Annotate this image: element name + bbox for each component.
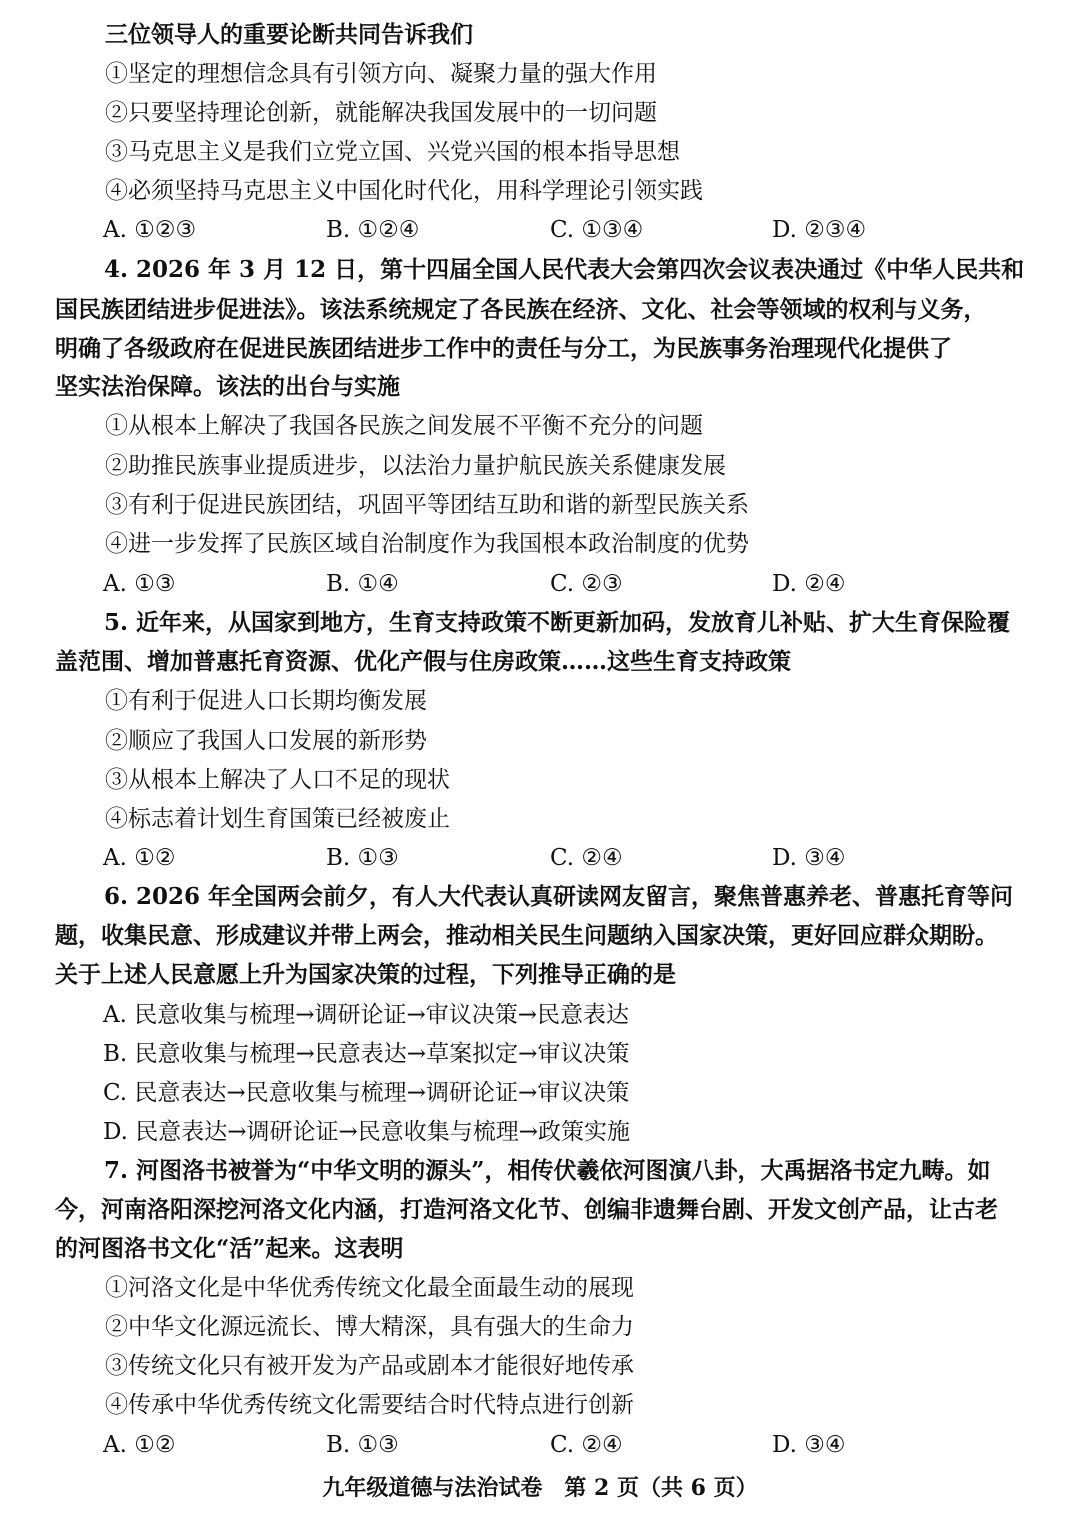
q4-stem-line-3: 明确了各级政府在促进民族团结进步工作中的责任与分工，为民族事务治理现代化提供了: [55, 335, 952, 362]
q6-option-c: C. 民意表达→民意收集与梳理→调研论证→审议决策: [103, 1080, 630, 1106]
q3-item-3: ③马克思主义是我们立党立国、兴党兴国的根本指导思想: [105, 139, 680, 165]
q4-option-a: A. ①③: [103, 571, 176, 597]
q7-option-d: D. ③④: [772, 1432, 846, 1458]
q4-item-4: ④进一步发挥了民族区域自治制度作为我国根本政治制度的优势: [105, 531, 749, 557]
q5-stem-line-1: 5. 近年来，从国家到地方，生育支持政策不断更新加码，发放育儿补贴、扩大生育保险覆: [104, 609, 1011, 636]
q3-item-1: ①坚定的理想信念具有引领方向、凝聚力量的强大作用: [105, 61, 657, 87]
q7-stem-line-2: 今，河南洛阳深挖河洛文化内涵，打造河洛文化节、创编非遗舞台剧、开发文创产品，让古老: [55, 1196, 998, 1223]
q3-option-c: C. ①③④: [550, 217, 644, 243]
q3-stem-end: 三位领导人的重要论断共同告诉我们: [105, 21, 473, 48]
q7-option-c: C. ②④: [550, 1432, 623, 1458]
q5-option-c: C. ②④: [550, 845, 623, 871]
q3-item-4: ④必须坚持马克思主义中国化时代化，用科学理论引领实践: [105, 178, 703, 204]
q4-stem-line-2: 国民族团结进步促进法》。该法系统规定了各民族在经济、文化、社会等领域的权利与义务，: [55, 296, 987, 323]
q6-option-b: B. 民意收集与梳理→民意表达→草案拟定→审议决策: [103, 1041, 630, 1067]
q4-item-1: ①从根本上解决了我国各民族之间发展不平衡不充分的问题: [105, 413, 703, 439]
q7-stem-line-1: 7. 河图洛书被誉为“中华文明的源头”，相传伏羲依河图演八卦，大禹据洛书定九畴。如: [104, 1157, 991, 1184]
q5-item-3: ③从根本上解决了人口不足的现状: [105, 767, 450, 793]
q5-item-2: ②顺应了我国人口发展的新形势: [105, 728, 427, 754]
q4-option-b: B. ①④: [326, 571, 399, 597]
q6-option-d: D. 民意表达→调研论证→民意收集与梳理→政策实施: [103, 1119, 631, 1145]
q5-option-b: B. ①③: [326, 845, 399, 871]
q6-stem-line-1: 6. 2026 年全国两会前夕，有人大代表认真研读网友留言，聚焦普惠养老、普惠托育等问: [104, 883, 1014, 910]
q3-option-d: D. ②③④: [772, 217, 867, 243]
q4-stem-line-1: 4. 2026 年 3 月 12 日，第十四届全国人民代表大会第四次会议表决通过《中华人民共和: [104, 256, 1025, 283]
q4-item-2: ②助推民族事业提质进步，以法治力量护航民族关系健康发展: [105, 453, 726, 479]
q7-item-3: ③传统文化只有被开发为产品或剧本才能很好地传承: [105, 1353, 634, 1379]
q7-item-2: ②中华文化源远流长、博大精深，具有强大的生命力: [105, 1314, 634, 1340]
q7-option-b: B. ①③: [326, 1432, 399, 1458]
q4-option-c: C. ②③: [550, 571, 623, 597]
q4-stem-line-4: 坚实法治保障。该法的出台与实施: [55, 373, 400, 400]
q3-item-2: ②只要坚持理论创新，就能解决我国发展中的一切问题: [105, 100, 657, 126]
q4-item-3: ③有利于促进民族团结，巩固平等团结互助和谐的新型民族关系: [105, 492, 749, 518]
q5-item-4: ④标志着计划生育国策已经被废止: [105, 806, 450, 832]
q5-item-1: ①有利于促进人口长期均衡发展: [105, 688, 427, 714]
q5-option-a: A. ①②: [103, 845, 176, 871]
q6-stem-line-2: 题，收集民意、形成建议并带上两会，推动相关民生问题纳入国家决策，更好回应群众期盼。: [55, 922, 998, 949]
q6-option-a: A. 民意收集与梳理→调研论证→审议决策→民意表达: [103, 1002, 630, 1028]
q7-option-a: A. ①②: [103, 1432, 176, 1458]
q7-item-1: ①河洛文化是中华优秀传统文化最全面最生动的展现: [105, 1275, 634, 1301]
q3-option-a: A. ①②③: [103, 217, 197, 243]
q6-stem-line-3: 关于上述人民意愿上升为国家决策的过程，下列推导正确的是: [55, 961, 676, 988]
q5-stem-line-2: 盖范围、增加普惠托育资源、优化产假与住房政策……这些生育支持政策: [55, 648, 791, 675]
q7-stem-line-3: 的河图洛书文化“活”起来。这表明: [55, 1235, 404, 1262]
q4-option-d: D. ②④: [772, 571, 846, 597]
q3-option-b: B. ①②④: [326, 217, 420, 243]
page-footer: 九年级道德与法治试卷 第 2 页（共 6 页）: [322, 1475, 758, 1501]
q7-item-4: ④传承中华优秀传统文化需要结合时代特点进行创新: [105, 1392, 634, 1418]
q5-option-d: D. ③④: [772, 845, 846, 871]
